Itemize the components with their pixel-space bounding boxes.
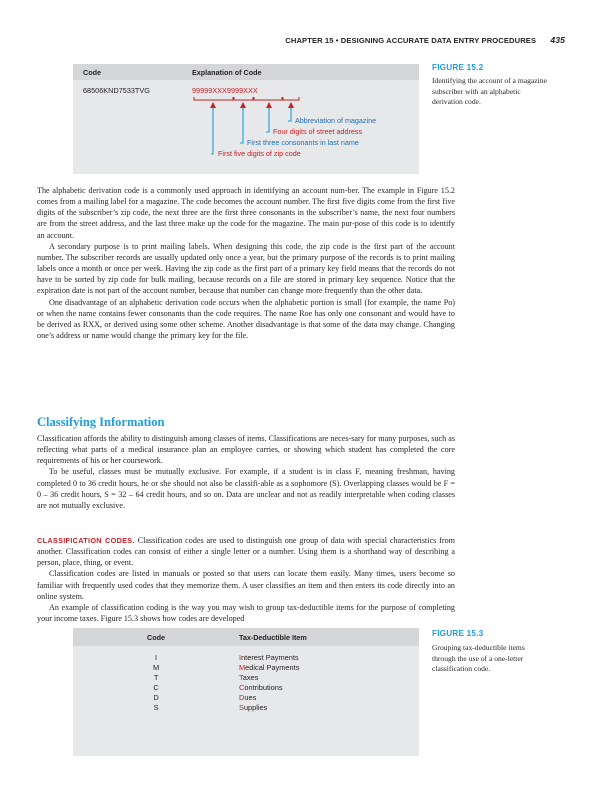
annotation-zip: First five digits of zip code (218, 149, 301, 158)
code-list (153, 653, 159, 714)
consonant-line (240, 104, 243, 143)
magazine-bracket (283, 97, 299, 100)
body-section-1 (37, 185, 455, 341)
zip-bracket (194, 97, 233, 100)
code-cell: D (153, 693, 159, 703)
arrow-head (266, 102, 272, 108)
arrow-head (210, 102, 216, 108)
annotation-magazine: Abbreviation of magazine (295, 116, 377, 125)
item-cell: Interest Payments (239, 653, 299, 662)
col-header-item: Tax-Deductible Item (239, 633, 307, 642)
code-cell: I (155, 653, 158, 662)
paragraph: One disadvantage of an alphabetic derivation code occurs when the alphabetic portion is small (for example, the name Po) or when the name contains fewer consonants than the code requires. The name Roe has only one consonant and would have to be derived as RXX, or derived using some other scheme. Another disadvantage is that some of the data may change. Changing one’s address or name would change the primary key for the file. (37, 297, 455, 341)
page-number: 435 (550, 35, 565, 45)
body-section-2 (37, 433, 455, 511)
street-bracket (254, 97, 282, 100)
figure-15-2-label: FIGURE 15.2 (432, 63, 484, 72)
item-cell: Contributions (239, 683, 283, 693)
code-cell: T (153, 673, 159, 683)
figure-15-3-label: FIGURE 15.3 (432, 629, 484, 638)
item-cell: Dues (239, 693, 257, 703)
example-code: 68506KND7533TVG (83, 86, 150, 95)
section-heading: Classifying Information (37, 415, 165, 429)
figure-15-2-box (73, 64, 419, 174)
paragraph: Classification affords the ability to distinguish among classes of items. Classifications are neces-sary for many purposes, such as reflecting what parts of a medical insurance plan an employee carries, or showing which student has completed the core requirements of his or her coursework. (37, 434, 455, 466)
paragraph: Classification codes are listed in manuals or posted so that users can locate them easily. Many times, users become so familiar with frequently used codes that they memorize them. A user classifies an item and then enters its code directly into an online system. (37, 569, 455, 601)
arrow-head (240, 102, 246, 108)
item-list (239, 653, 299, 714)
code-cell: M (153, 663, 160, 673)
consonant-bracket (234, 97, 253, 100)
street-line (266, 104, 269, 132)
paragraph: To be useful, classes must be mutually exclusive. For example, if a student is in class F, meaning freshman, having completed 0 to 36 credit hours, he or she should not also be classifi-able as a sophomore (S). Overlapping classes would be F = 0 – 36 credit hours, S = 32 – 64 credit hours, and so on. Data are unclear and not as readily interpretable when coding classes are not mutually exclusive. (37, 467, 455, 510)
item-cell: Taxes (239, 673, 259, 683)
annotation-consonants: First three consonants in last name (247, 138, 359, 147)
running-header (285, 35, 565, 45)
paragraph-text: Classification codes are used to distinguish one group of data with special characteristics from another. Classification codes can consist of either a single letter or a number. Using them is a shorthand way of describing a person, place, thing, or event. (37, 536, 455, 568)
paragraph: The alphabetic derivation code is a commonly used approach in identifying an account num-ber. The example in Figure 15.2 comes from a mailing label for a magazine. The code becomes the account number. The first five digits come from the first five digits of the subscriber’s zip code, the next three are the first three consonants in the subscriber’s name, the next four numbers are from the street address, and the last three make up the code for the magazine. The main pur-pose of this code is to identify an account. (37, 186, 455, 240)
code-explanation: 99999XXX9999XXX (192, 86, 258, 95)
item-cell: Supplies (239, 703, 268, 713)
running-title: CHAPTER 15 • DESIGNING ACCURATE DATA ENTRY PROCEDURES (285, 36, 537, 45)
figure-15-2-caption: Identifying the account of a magazine subscriber with an alphabetic derivation code. (432, 76, 547, 107)
code-cell: C (153, 683, 159, 693)
figure-15-3-caption: Grouping tax-deductible items through the use of a one-letter classification code. (432, 643, 525, 674)
runin-heading: CLASSIFICATION CODES. (37, 536, 135, 545)
arrow-head (288, 102, 294, 108)
paragraph: An example of classification coding is the way you may wish to group tax-deductible items for the purpose of completing your income taxes. Figure 15.3 shows how codes are developed (37, 602, 455, 624)
zip-line (211, 104, 213, 154)
paragraph: A secondary purpose is to print mailing labels. When designing this code, the zip code is the first part of the account number. The subscriber records are usually updated only once a year, but the primary purpose of the records is to print mailing labels once a month or once per week. Having the zip code as the first part of a primary key field means that the records do not have to be sorted by zip code for bulk mailing, because records on a file are stored in primary key sequence. Notice that the expiration date is not part of the account number, because that number can change more frequently than the other data. (37, 241, 455, 296)
code-cell: S (153, 703, 159, 713)
item-cell: Medical Payments (239, 663, 300, 673)
annotation-street: Four digits of street address (273, 127, 363, 136)
figure-15-3-box (73, 628, 419, 756)
col-header-code: Code (83, 68, 101, 77)
body-section-3 (37, 535, 455, 624)
col-header-explanation: Explanation of Code (192, 68, 262, 77)
paragraph (37, 535, 455, 568)
col-header-code: Code (147, 633, 165, 642)
